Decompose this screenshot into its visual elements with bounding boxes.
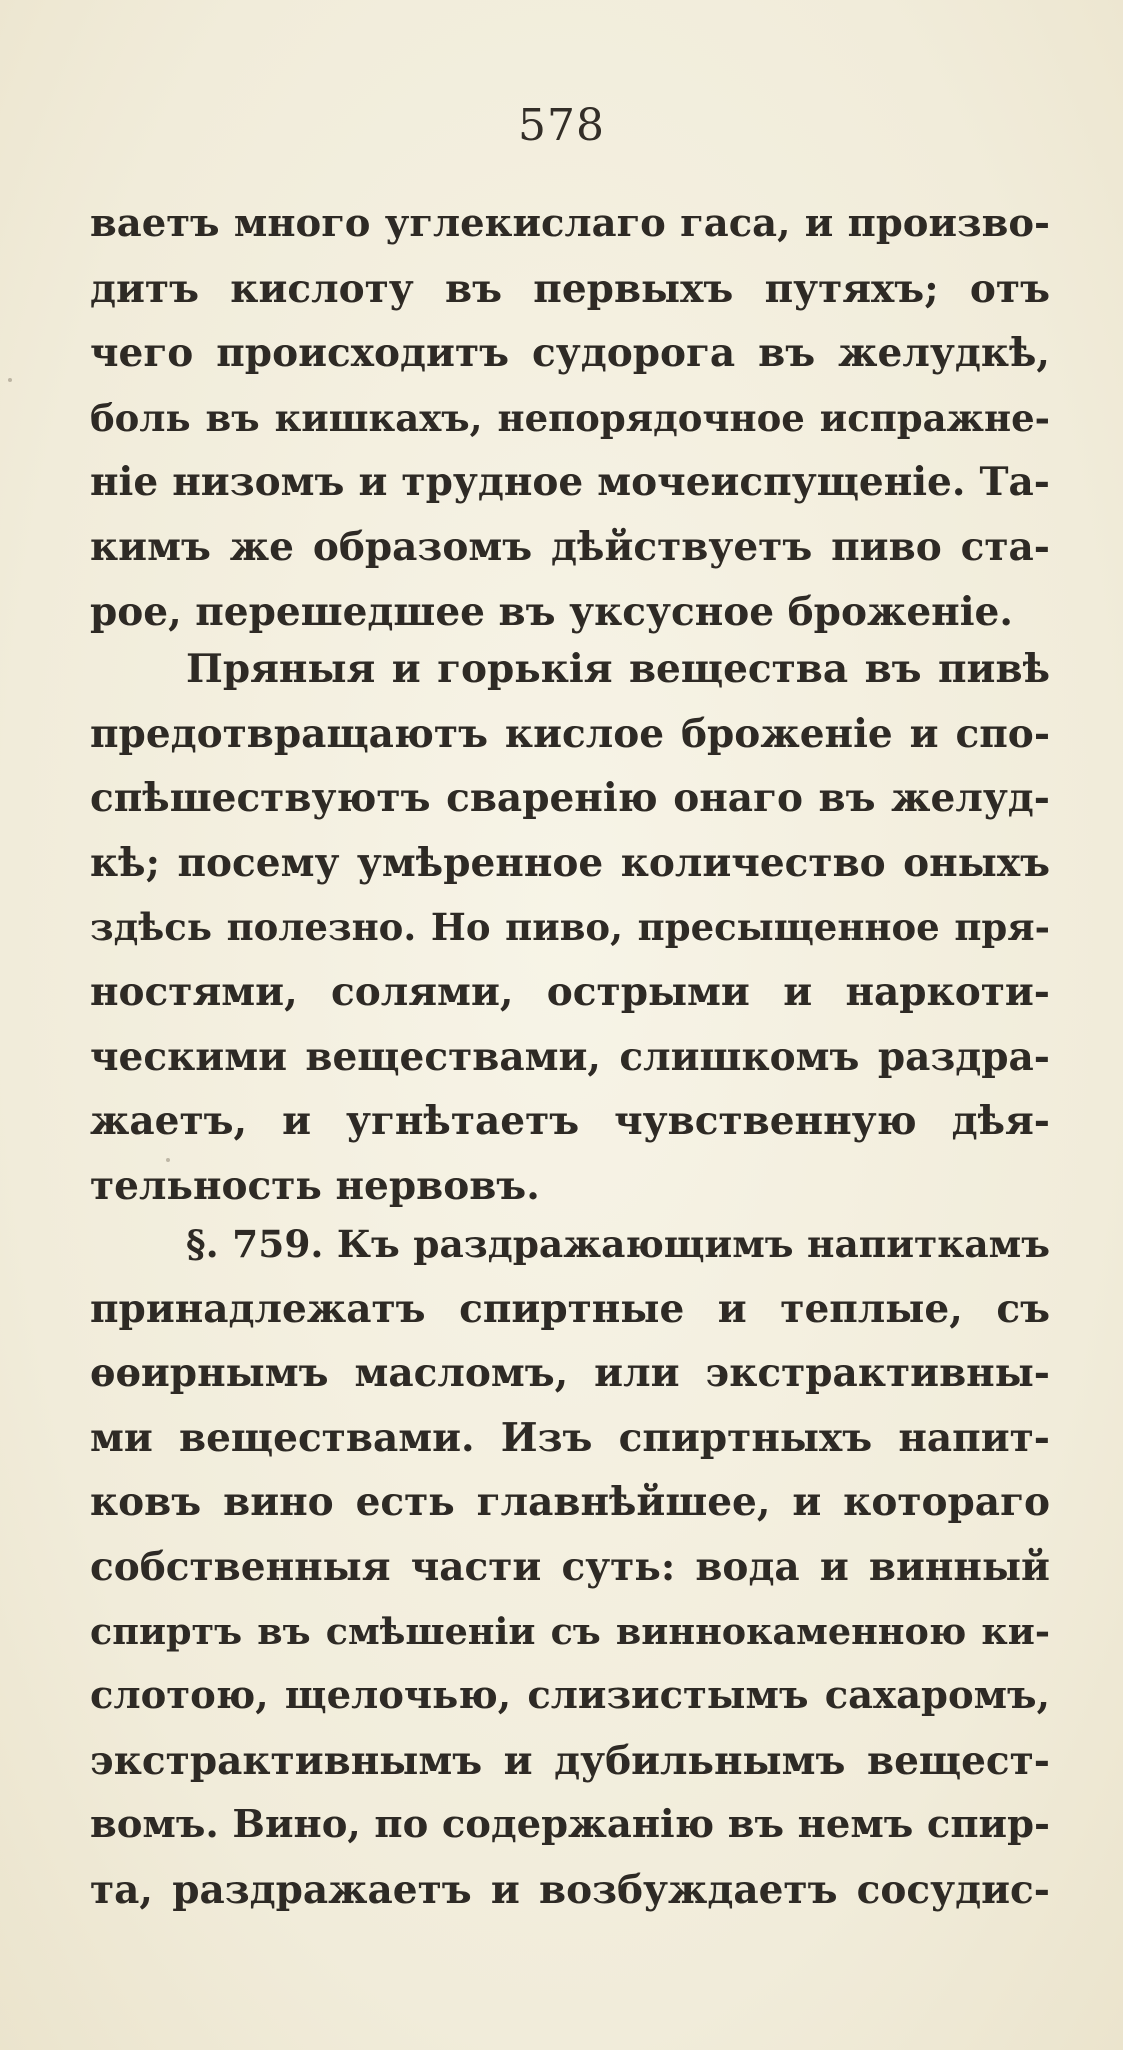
text-line: спиртъ въ смѣшеніи съ виннокаменною ки-	[90, 1609, 1050, 1653]
text-line: принадлежатъ спиртные и теплые, съ	[90, 1285, 1050, 1332]
text-line: дитъ кислоту въ первыхъ путяхъ; отъ	[90, 265, 1050, 312]
text-line: здѣсь полезно. Но пиво, пресыщенное пря-	[90, 905, 1050, 950]
text-line: вомъ. Вино, по содержанію въ немъ спир-	[90, 1802, 1050, 1848]
text-line: жаетъ, и угнѣтаетъ чувственную дѣя-	[90, 1098, 1050, 1145]
text-line: ностями, солями, острыми и наркоти-	[90, 968, 1050, 1015]
text-line: собственныя части суть: вода и винный	[90, 1543, 1050, 1590]
text-line: тельность нервовъ.	[90, 1162, 540, 1209]
text-line: ніе низомъ и трудное мочеиспущеніе. Та-	[90, 459, 1050, 506]
text-line: та, раздражаетъ и возбуждаетъ сосудис-	[90, 1866, 1050, 1913]
text-line: ковъ вино есть главнѣйшее, и котораго	[90, 1479, 1050, 1526]
paper-speck	[8, 378, 12, 382]
paper-speck	[166, 1158, 170, 1162]
text-line: предотвращаютъ кислое броженіе и спо-	[90, 710, 1050, 757]
paragraph-1	[90, 192, 1050, 644]
text-line: кѣ; посему умѣренное количество оныхъ	[90, 839, 1050, 886]
text-line: §. 759. Къ раздражающимъ напиткамъ	[186, 1222, 1050, 1266]
paragraph-3	[90, 1212, 1050, 1923]
text-line: Пряныя и горькія вещества въ пивѣ	[186, 646, 1050, 692]
text-line: ми веществами. Изъ спиртныхъ напит-	[90, 1414, 1050, 1461]
text-line: спѣшествуютъ сваренію онаго въ желуд-	[90, 775, 1050, 822]
paragraph-2	[90, 637, 1050, 1218]
text-line: чего происходитъ судорога въ желудкѣ,	[90, 330, 1050, 377]
text-line: экстрактивнымъ и дубильнымъ вещест-	[90, 1737, 1050, 1784]
text-line: ваетъ много углекислаго гаса, и произво-	[90, 201, 1050, 246]
text-line: кимъ же образомъ дѣйствуетъ пиво ста-	[90, 523, 1050, 570]
text-line: боль въ кишкахъ, непорядочное испражне-	[90, 395, 1050, 440]
text-line: ческими веществами, слишкомъ раздра-	[90, 1033, 1050, 1080]
text-line: ѳѳирнымъ масломъ, или экстрактивны-	[90, 1350, 1050, 1397]
text-line: рое, перешедшее въ уксусное броженіе.	[90, 588, 1013, 635]
page-number: 578	[518, 100, 605, 151]
text-line: слотою, щелочью, слизистымъ сахаромъ,	[90, 1673, 1050, 1719]
